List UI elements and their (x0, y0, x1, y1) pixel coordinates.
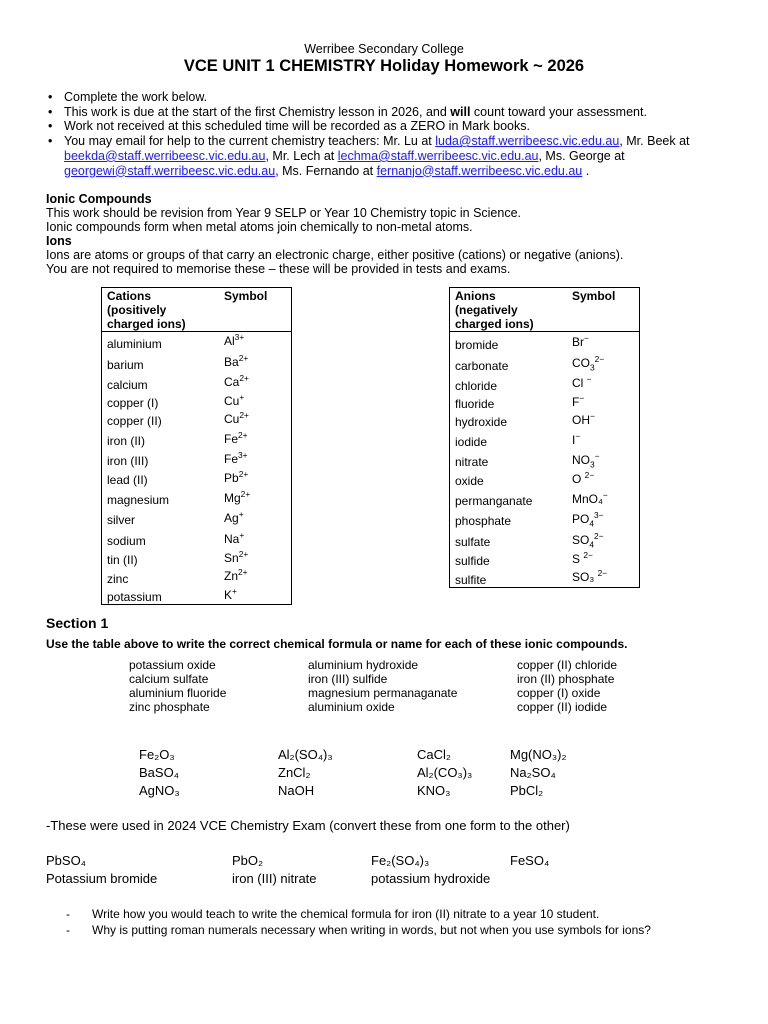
bullet-text: Complete the work below. (64, 90, 208, 104)
email-link-lu[interactable]: luda@staff.werribeesc.vic.edu.au (435, 134, 620, 149)
cation-row (102, 548, 292, 567)
bullet-text: You may email for help to the current chemistry teachers: Mr. Lu at (64, 134, 436, 149)
bullet-item (46, 105, 736, 120)
symbol-element: Cu (224, 411, 240, 426)
symbol-charge: 2− (597, 568, 608, 579)
bullet-emphasis: will (450, 104, 471, 119)
formulas-column-3 (417, 746, 472, 800)
exam-item: Potassium bromide (46, 871, 158, 886)
bullet-text: Work not received at this scheduled time will be recorded as a ZERO in Mark books. (64, 119, 530, 134)
formula: PbCl₂ (510, 783, 544, 798)
formula: ZnCl₂ (278, 765, 311, 780)
compound-name: iron (II) phosphate (517, 672, 615, 686)
symbol-element: SO (572, 532, 590, 547)
anion-symbol (567, 508, 640, 528)
symbol-charge: − (579, 392, 585, 403)
anion-row (450, 508, 640, 528)
anion-row (450, 449, 640, 469)
anion-row (450, 352, 640, 373)
anion-symbol (567, 373, 640, 393)
anion-symbol (567, 449, 640, 469)
anion-row (450, 469, 640, 488)
email-link-beek[interactable]: beekda@staff.werribeesc.vic.edu.au (64, 148, 266, 163)
anion-name: oxide (455, 474, 484, 489)
bullet-text: count toward your assessment. (470, 104, 647, 119)
symbol-element: Sn (224, 550, 239, 565)
symbol-charge: − (584, 333, 589, 344)
formulas-column-1 (139, 746, 180, 800)
cation-name: aluminium (107, 336, 162, 351)
formula: Al₂(SO₄)₃ (278, 747, 333, 762)
formula: NaOH (278, 783, 315, 798)
exam-item: Fe₂(SO₄)₃ (371, 853, 430, 868)
exam-item: iron (III) nitrate (232, 871, 317, 886)
cation-name: sodium (107, 534, 146, 549)
symbol-charge: + (232, 585, 237, 596)
symbol-charge: 2− (583, 549, 593, 560)
bullet-text: , Ms. Fernando at (275, 163, 377, 178)
anion-symbol (567, 332, 640, 352)
symbol-subscript: 3 (590, 459, 595, 470)
anion-symbol (567, 469, 640, 488)
cation-row (102, 527, 292, 548)
anion-name: nitrate (455, 455, 489, 470)
bullet-text: . (582, 163, 590, 178)
cation-symbol (219, 487, 292, 507)
symbol-element: PO (572, 511, 590, 526)
compound-name: aluminium fluoride (129, 686, 227, 700)
anion-row (450, 429, 640, 449)
symbol-element: Fe (224, 431, 239, 446)
ions-text: Ions are atoms or groups of that carry an electronic charge, either positive (cations) or negative (anions). (46, 248, 624, 262)
formula: Na₂SO₄ (510, 765, 556, 780)
symbol-charge: − (602, 489, 608, 500)
symbol-charge: 2− (594, 354, 605, 365)
symbol-element: Na (224, 531, 240, 546)
names-column-3 (517, 658, 617, 714)
intro-section (46, 192, 623, 276)
ions-heading: Ions (46, 234, 72, 248)
compound-name: copper (I) oxide (517, 686, 601, 700)
email-link-george[interactable]: georgewi@staff.werribeesc.vic.edu.au (64, 163, 276, 178)
symbol-charge: − (586, 374, 592, 385)
compound-name: aluminium oxide (308, 700, 395, 714)
cation-symbol (219, 428, 292, 448)
formula: KNO₃ (417, 783, 451, 798)
cation-name: barium (107, 357, 144, 372)
cation-symbol (219, 527, 292, 548)
symbol-element: Ca (224, 375, 240, 390)
anion-name: iodide (455, 435, 488, 450)
formula: Al₂(CO₃)₃ (417, 765, 473, 780)
bullet-text: , Ms. George at (538, 148, 625, 163)
compound-name: calcium sulfate (129, 672, 209, 686)
symbol-charge: 2+ (238, 468, 249, 479)
names-column-2 (308, 658, 457, 714)
symbol-charge: 2+ (239, 409, 249, 420)
anion-row (450, 549, 640, 568)
anion-name: sulfide (455, 554, 490, 569)
symbol-charge: 2+ (238, 429, 248, 440)
symbol-element: Cl (572, 376, 587, 391)
cation-name: calcium (107, 377, 148, 392)
anion-row (450, 528, 640, 549)
page-title: VCE UNIT 1 CHEMISTRY Holiday Homework ~ 2026 (183, 57, 585, 75)
symbol-subscript: 4 (589, 539, 595, 550)
cation-symbol (219, 392, 292, 410)
email-link-fernando[interactable]: fernanjo@staff.werribeesc.vic.edu.au (376, 163, 583, 178)
compound-name: copper (II) chloride (517, 658, 618, 672)
symbol-element: Ag (224, 510, 239, 525)
anion-name: fluoride (455, 396, 495, 411)
symbol-charge: 2+ (238, 567, 248, 578)
anion-symbol (567, 549, 640, 568)
symbol-charge: 2+ (238, 353, 249, 364)
symbol-charge: 2+ (239, 373, 249, 384)
anion-symbol (567, 568, 640, 587)
symbol-charge: 3+ (234, 332, 245, 343)
symbol-charge: + (239, 529, 245, 540)
formula: AgNO₃ (139, 783, 180, 798)
bullet-text: , Mr. Lech at (265, 148, 338, 163)
cation-name: lead (II) (107, 473, 148, 488)
anion-table (449, 287, 640, 588)
compound-name: potassium oxide (129, 658, 216, 672)
symbol-element: MnO₄ (572, 491, 603, 506)
symbol-element: O (572, 471, 585, 486)
symbol-charge: 2+ (238, 548, 249, 559)
exam-note: -These were used in 2024 VCE Chemistry Exam (convert these from one form to the other) (46, 818, 570, 833)
anion-symbol (567, 352, 640, 373)
cation-row (102, 428, 292, 448)
ionic-text: Ionic compounds form when metal atoms join chemically to non-metal atoms. (46, 220, 473, 234)
anion-header-name: Anions (negatively charged ions) (450, 288, 568, 332)
exam-item: PbO₂ (232, 853, 264, 868)
anion-name: hydroxide (455, 415, 508, 430)
cation-row (102, 351, 292, 372)
symbol-charge: + (238, 508, 244, 519)
exam-item: potassium hydroxide (371, 871, 491, 886)
bullet-item (46, 90, 736, 105)
cation-name: iron (II) (107, 434, 146, 449)
formulas-column-4 (510, 746, 567, 800)
symbol-element: CO (572, 356, 590, 371)
cation-name: magnesium (107, 493, 170, 508)
anion-name: phosphate (455, 514, 512, 529)
symbol-element: Ba (224, 355, 239, 370)
symbol-charge: − (590, 410, 595, 421)
cation-name: potassium (107, 590, 162, 605)
symbol-element: I (572, 432, 576, 447)
anion-symbol (567, 411, 640, 429)
cation-row (102, 448, 292, 468)
anion-name: sulfite (455, 572, 487, 587)
section-1-title: Section 1 (46, 615, 109, 631)
bullet-item (46, 119, 736, 134)
symbol-charge: + (239, 391, 245, 402)
anion-row (450, 488, 640, 508)
compound-name: magnesium permanaganate (308, 686, 458, 700)
anion-row (450, 393, 640, 411)
email-link-lech[interactable]: lechma@staff.werribeesc.vic.edu.au (337, 148, 539, 163)
cation-symbol (219, 567, 292, 585)
anion-symbol (567, 429, 640, 449)
anion-name: sulfate (455, 535, 491, 550)
anion-row (450, 568, 640, 587)
symbol-element: Fe (224, 451, 239, 466)
symbol-element: Mg (224, 490, 241, 505)
instructions-list (46, 90, 736, 178)
symbol-charge: 3− (594, 509, 604, 520)
cation-row (102, 468, 292, 487)
cation-name: iron (III) (107, 454, 149, 469)
cation-symbol (219, 410, 292, 428)
symbol-element: NO (572, 452, 590, 467)
symbol-element: OH (572, 412, 590, 427)
compound-name: copper (II) iodide (517, 700, 608, 714)
cation-name: copper (II) (107, 414, 162, 429)
cation-row (102, 567, 292, 585)
compound-name: iron (III) sulfide (308, 672, 388, 686)
cation-symbol (219, 548, 292, 567)
anion-name: bromide (455, 337, 499, 352)
cation-symbol (219, 586, 292, 605)
symbol-element: K (224, 587, 233, 602)
formula: Fe₂O₃ (139, 747, 175, 762)
cation-row (102, 487, 292, 507)
cation-symbol (219, 448, 292, 468)
symbol-element: Zn (224, 569, 239, 584)
cation-row (102, 372, 292, 392)
anion-symbol (567, 488, 640, 508)
symbol-charge: 3+ (238, 449, 248, 460)
anion-symbol (567, 528, 640, 549)
anion-row (450, 373, 640, 393)
anion-name: chloride (455, 378, 498, 393)
anion-row (450, 411, 640, 429)
question-item: - Why is putting roman numerals necessary when writing in words, but not when you use symbols for ions? (66, 922, 651, 938)
symbol-charge: 2− (594, 530, 604, 541)
formula: Mg(NO₃)₂ (510, 747, 567, 762)
anion-name: permanganate (455, 494, 533, 509)
names-column-1 (129, 658, 226, 714)
symbol-charge: 2− (584, 469, 595, 480)
symbol-element: Al (224, 334, 235, 349)
anion-row (450, 332, 640, 352)
exam-item: FeSO₄ (510, 853, 550, 868)
school-name: Werribee Secondary College (304, 42, 464, 56)
bullet-text: , Mr. Beek at (619, 134, 690, 149)
symbol-element: Cu (224, 393, 240, 408)
ionic-text: This work should be revision from Year 9 SELP or Year 10 Chemistry topic in Science. (46, 206, 522, 220)
symbol-charge: 2+ (240, 488, 251, 499)
cation-header-name: Cations (positively charged ions) (102, 288, 220, 332)
cation-symbol (219, 507, 292, 527)
anion-header-symbol: Symbol (567, 288, 640, 332)
symbol-subscript: 3 (590, 362, 595, 373)
formulas-column-2 (278, 746, 333, 800)
cation-symbol (219, 468, 292, 487)
symbol-charge: − (575, 430, 581, 441)
formula: BaSO₄ (139, 765, 179, 780)
question-list (66, 906, 651, 938)
symbol-element: Br (572, 335, 584, 350)
anion-symbol (567, 393, 640, 411)
cation-symbol (219, 372, 292, 392)
section-1-instruction: Use the table above to write the correct chemical formula or name for each of these ionic compounds. (46, 637, 628, 651)
compound-name: zinc phosphate (129, 700, 210, 714)
cation-name: zinc (107, 571, 129, 586)
cation-header-symbol: Symbol (219, 288, 292, 332)
bullet-text: This work is due at the start of the first Chemistry lesson in 2026, and (64, 104, 451, 119)
cation-name: tin (II) (107, 553, 138, 568)
cation-row (102, 507, 292, 527)
cation-name: silver (107, 513, 136, 528)
cation-row (102, 332, 292, 351)
cation-symbol (219, 351, 292, 372)
ions-text: You are not required to memorise these – these will be provided in tests and exams. (46, 262, 511, 276)
cation-symbol (219, 332, 292, 351)
bullet-item (46, 134, 736, 178)
symbol-charge: − (594, 450, 600, 461)
cation-row (102, 392, 292, 410)
cation-table (101, 287, 292, 605)
ionic-heading: Ionic Compounds (46, 192, 152, 206)
symbol-element: F (572, 394, 580, 409)
exam-item: PbSO₄ (46, 853, 86, 868)
compound-name: aluminium hydroxide (308, 658, 419, 672)
anion-name: carbonate (455, 358, 509, 373)
question-item: - Write how you would teach to write the chemical formula for iron (II) nitrate to a year 10 student. (66, 906, 651, 922)
symbol-element: S (572, 551, 584, 566)
symbol-element: Pb (224, 470, 239, 485)
formula: CaCl₂ (417, 747, 451, 762)
symbol-element: SO₃ (572, 570, 598, 585)
cation-row (102, 410, 292, 428)
symbol-subscript: 4 (589, 518, 595, 529)
cation-name: copper (I) (107, 395, 159, 410)
cation-row (102, 586, 292, 605)
